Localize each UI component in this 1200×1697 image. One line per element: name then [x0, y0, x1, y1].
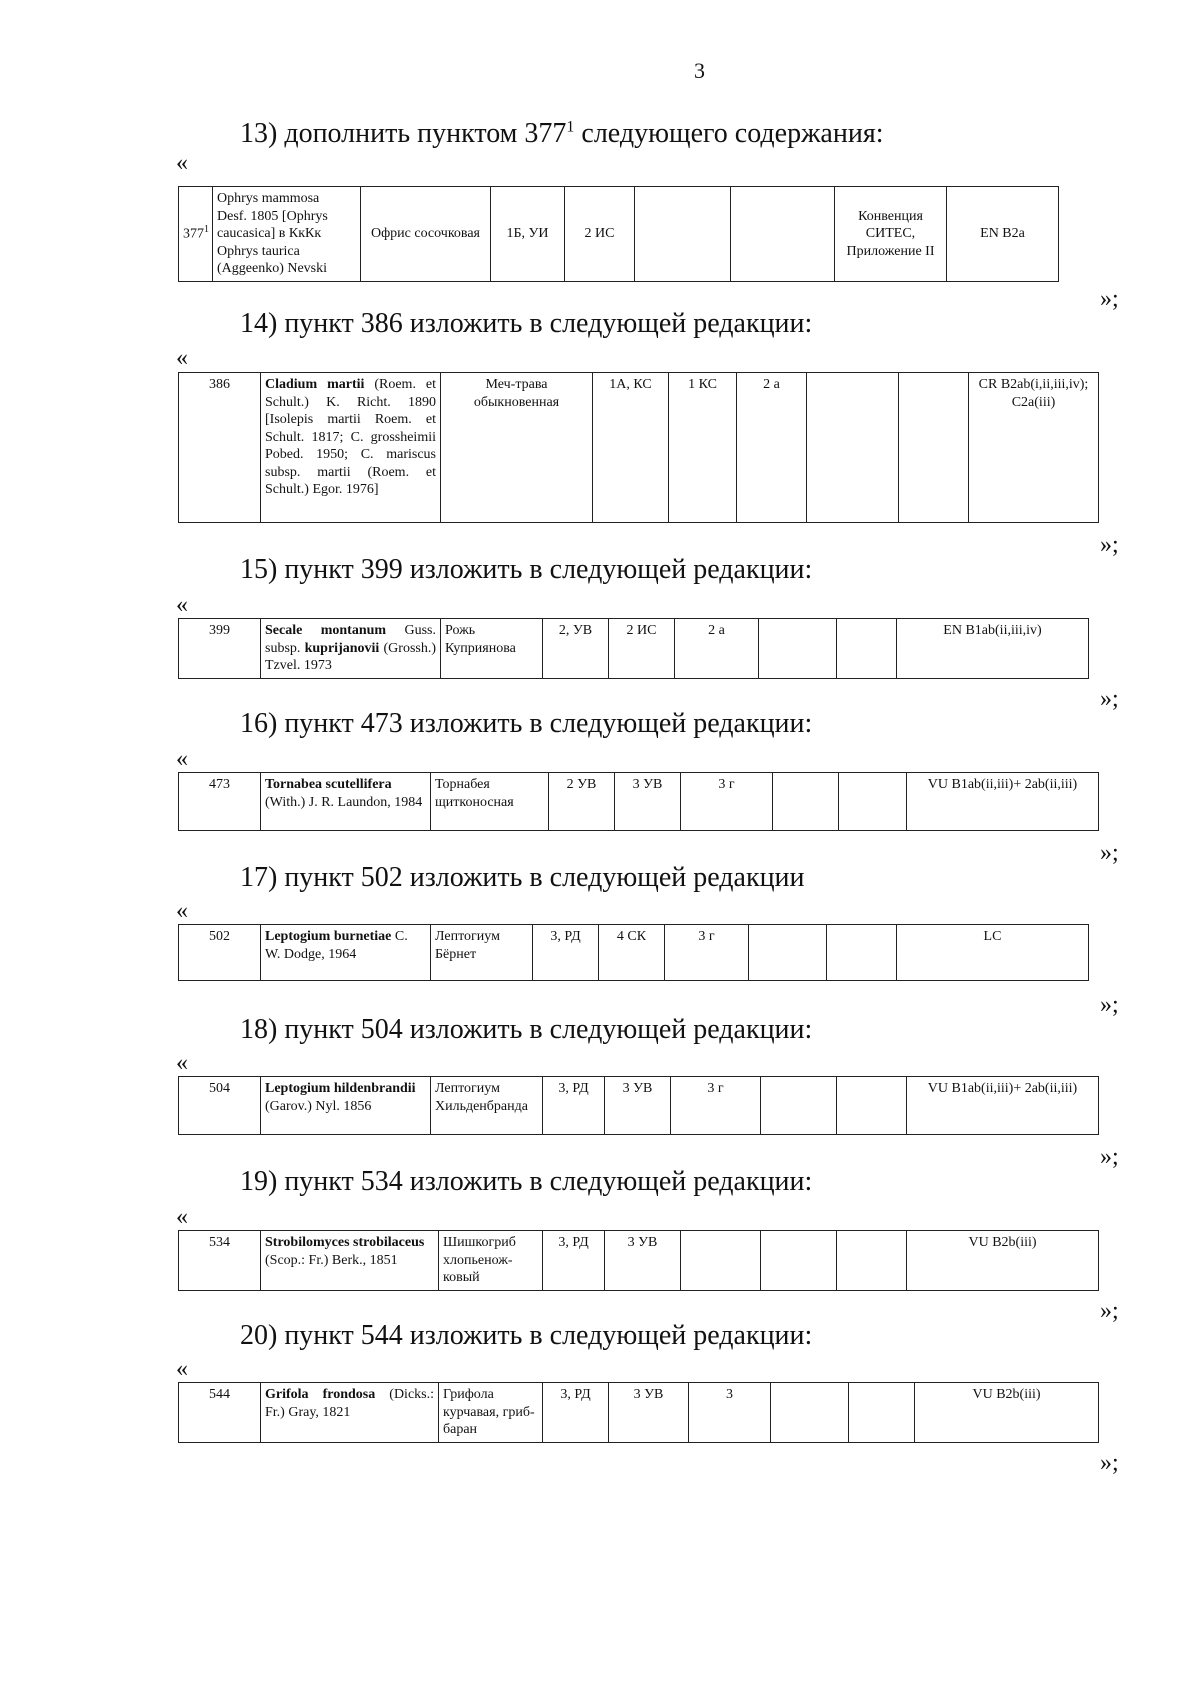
- cell-status: VU B2b(iii): [907, 1231, 1099, 1291]
- cell-category-3: 3 г: [665, 925, 749, 981]
- quote-close: »;: [1100, 1298, 1119, 1324]
- cell-category-1: 3, РД: [543, 1231, 605, 1291]
- cell-status: VU B1ab(ii,iii)+ 2ab(ii,iii): [907, 773, 1099, 831]
- quote-open: «: [176, 1356, 188, 1382]
- cell-empty: [837, 1077, 907, 1135]
- cell-number: 502: [179, 925, 261, 981]
- cell-russian-name: Шишкогриб хлопьенож-ковый: [439, 1231, 543, 1291]
- cell-russian-name: Рожь Куприянова: [441, 619, 543, 679]
- cell-empty: [899, 373, 969, 523]
- cell-number: 386: [179, 373, 261, 523]
- section-heading-15: 15) пункт 399 изложить в следующей редакции:: [240, 554, 813, 585]
- cell-category-3: [681, 1231, 761, 1291]
- cell-russian-name: Меч-трава обыкновенная: [441, 373, 593, 523]
- cell-number: 399: [179, 619, 261, 679]
- cell-latin-name: Leptogium burnetiae C. W. Dodge, 1964: [261, 925, 431, 981]
- cell-category-1: 2, УВ: [543, 619, 609, 679]
- cell-latin-name: Leptogium hildenbrandii (Garov.) Nyl. 1856: [261, 1077, 431, 1135]
- quote-close: »;: [1100, 1450, 1119, 1476]
- cell-number: 504: [179, 1077, 261, 1135]
- cell-empty: [849, 1383, 915, 1443]
- quote-open: «: [176, 898, 188, 924]
- quote-open: «: [176, 746, 188, 772]
- page-number: 3: [694, 58, 705, 83]
- cell-empty: [761, 1231, 837, 1291]
- section-heading-13: 13) дополнить пунктом $377^1$ следующего содержания:: [240, 118, 884, 149]
- section-heading-14: 14) пункт 386 изложить в следующей редакции:: [240, 308, 813, 339]
- cell-russian-name: Лептогиум Хильденбранда: [431, 1077, 543, 1135]
- cell-category-2: 3 УВ: [615, 773, 681, 831]
- section-heading-18: 18) пункт 504 изложить в следующей редакции:: [240, 1014, 813, 1045]
- cell-category-3: 3 г: [671, 1077, 761, 1135]
- cell-number: 534: [179, 1231, 261, 1291]
- table-row: [179, 619, 1089, 679]
- cell-category-1: 3, РД: [533, 925, 599, 981]
- cell-status: CR B2ab(i,ii,iii,iv); C2a(iii): [969, 373, 1099, 523]
- cell-latin-name: Tornabea scutellifera (With.) J. R. Laundon, 1984: [261, 773, 431, 831]
- cell-status: LC: [897, 925, 1089, 981]
- table-row: [179, 1231, 1099, 1291]
- cell-status: EN B2a: [947, 187, 1059, 282]
- table-item-544: [178, 1382, 1099, 1443]
- quote-close: »;: [1100, 1144, 1119, 1170]
- cell-empty: [731, 187, 835, 282]
- cell-latin-name: Strobilomyces strobilaceus (Scop.: Fr.) Berk., 1851: [261, 1231, 439, 1291]
- cell-latin-name: Secale montanum Guss. subsp. kuprijanovii (Grossh.) Tzvel. 1973: [261, 619, 441, 679]
- table-item-386: [178, 372, 1099, 523]
- quote-open: «: [176, 592, 188, 618]
- table-item-534: [178, 1230, 1099, 1291]
- cell-number: $377^1$: [179, 187, 213, 282]
- cell-russian-name: Грифола курчавая, гриб-баран: [439, 1383, 543, 1443]
- cell-number: 473: [179, 773, 261, 831]
- section-heading-19: 19) пункт 534 изложить в следующей редакции:: [240, 1166, 813, 1197]
- table-row: [179, 1077, 1099, 1135]
- quote-close: »;: [1100, 686, 1119, 712]
- cell-category-2: 2 ИС: [609, 619, 675, 679]
- cell-status: EN B1ab(ii,iii,iv): [897, 619, 1089, 679]
- cell-category-2: 3 УВ: [605, 1231, 681, 1291]
- table-item-504: [178, 1076, 1099, 1135]
- cell-empty: [759, 619, 837, 679]
- quote-close: »;: [1100, 840, 1119, 866]
- cell-category-1: 2 УВ: [549, 773, 615, 831]
- cell-category-1: 1Б, УИ: [491, 187, 565, 282]
- cell-empty: [837, 1231, 907, 1291]
- cell-category-1: 1А, КС: [593, 373, 669, 523]
- cell-empty: [761, 1077, 837, 1135]
- cell-russian-name: Торнабея щитконосная: [431, 773, 549, 831]
- cell-convention: Конвенция СИТЕС, Приложение II: [835, 187, 947, 282]
- cell-russian-name: Офрис сосочковая: [361, 187, 491, 282]
- section-heading-20: 20) пункт 544 изложить в следующей редакции:: [240, 1320, 813, 1351]
- cell-empty: [773, 773, 839, 831]
- table-item-473: [178, 772, 1099, 831]
- quote-open: «: [176, 345, 188, 371]
- quote-close: »;: [1100, 992, 1119, 1018]
- cell-category-1: 3, РД: [543, 1077, 605, 1135]
- table-item-399: [178, 618, 1089, 679]
- table-row: [179, 373, 1099, 523]
- cell-empty: [807, 373, 899, 523]
- cell-category-2: 4 СК: [599, 925, 665, 981]
- table-item-502: [178, 924, 1089, 981]
- cell-russian-name: Лептогиум Бёрнет: [431, 925, 533, 981]
- table-row: [179, 1383, 1099, 1443]
- cell-latin-name: Ophrys mammosa Desf. 1805 [Ophrys caucasica] в КкКк Ophrys taurica (Aggeenko) Nevski: [213, 187, 361, 282]
- cell-category-3: 3: [689, 1383, 771, 1443]
- table-row: [179, 925, 1089, 981]
- quote-open: «: [176, 1050, 188, 1076]
- section-heading-17: 17) пункт 502 изложить в следующей редакции: [240, 862, 805, 893]
- cell-empty: [749, 925, 827, 981]
- cell-status: VU B1ab(ii,iii)+ 2ab(ii,iii): [907, 1077, 1099, 1135]
- cell-category-3: 3 г: [681, 773, 773, 831]
- cell-latin-name: Grifola frondosa (Dicks.: Fr.) Gray, 1821: [261, 1383, 439, 1443]
- cell-latin-name: Cladium martii (Roem. et Schult.) K. Richt. 1890 [Isolepis martii Roem. et Schult. 1817; C. grossheimii Pobed. 1950; C. mariscus subsp. martii (Roem. et Schult.) Egor. 1976]: [261, 373, 441, 523]
- cell-category-3: 2 а: [737, 373, 807, 523]
- cell-empty: [827, 925, 897, 981]
- cell-empty: [837, 619, 897, 679]
- cell-category-2: 3 УВ: [609, 1383, 689, 1443]
- cell-category-2: 2 ИС: [565, 187, 635, 282]
- cell-category-2: 3 УВ: [605, 1077, 671, 1135]
- section-heading-16: 16) пункт 473 изложить в следующей редакции:: [240, 708, 813, 739]
- table-row: [179, 187, 1059, 282]
- quote-close: »;: [1100, 286, 1119, 312]
- cell-category-3: 2 а: [675, 619, 759, 679]
- table-row: [179, 773, 1099, 831]
- quote-close: »;: [1100, 532, 1119, 558]
- cell-empty: [839, 773, 907, 831]
- cell-category-3: [635, 187, 731, 282]
- table-item-377-1: [178, 186, 1059, 282]
- cell-number: 544: [179, 1383, 261, 1443]
- quote-open: «: [176, 1204, 188, 1230]
- cell-status: VU B2b(iii): [915, 1383, 1099, 1443]
- quote-open: «: [176, 150, 188, 176]
- cell-empty: [771, 1383, 849, 1443]
- cell-category-1: 3, РД: [543, 1383, 609, 1443]
- cell-category-2: 1 КС: [669, 373, 737, 523]
